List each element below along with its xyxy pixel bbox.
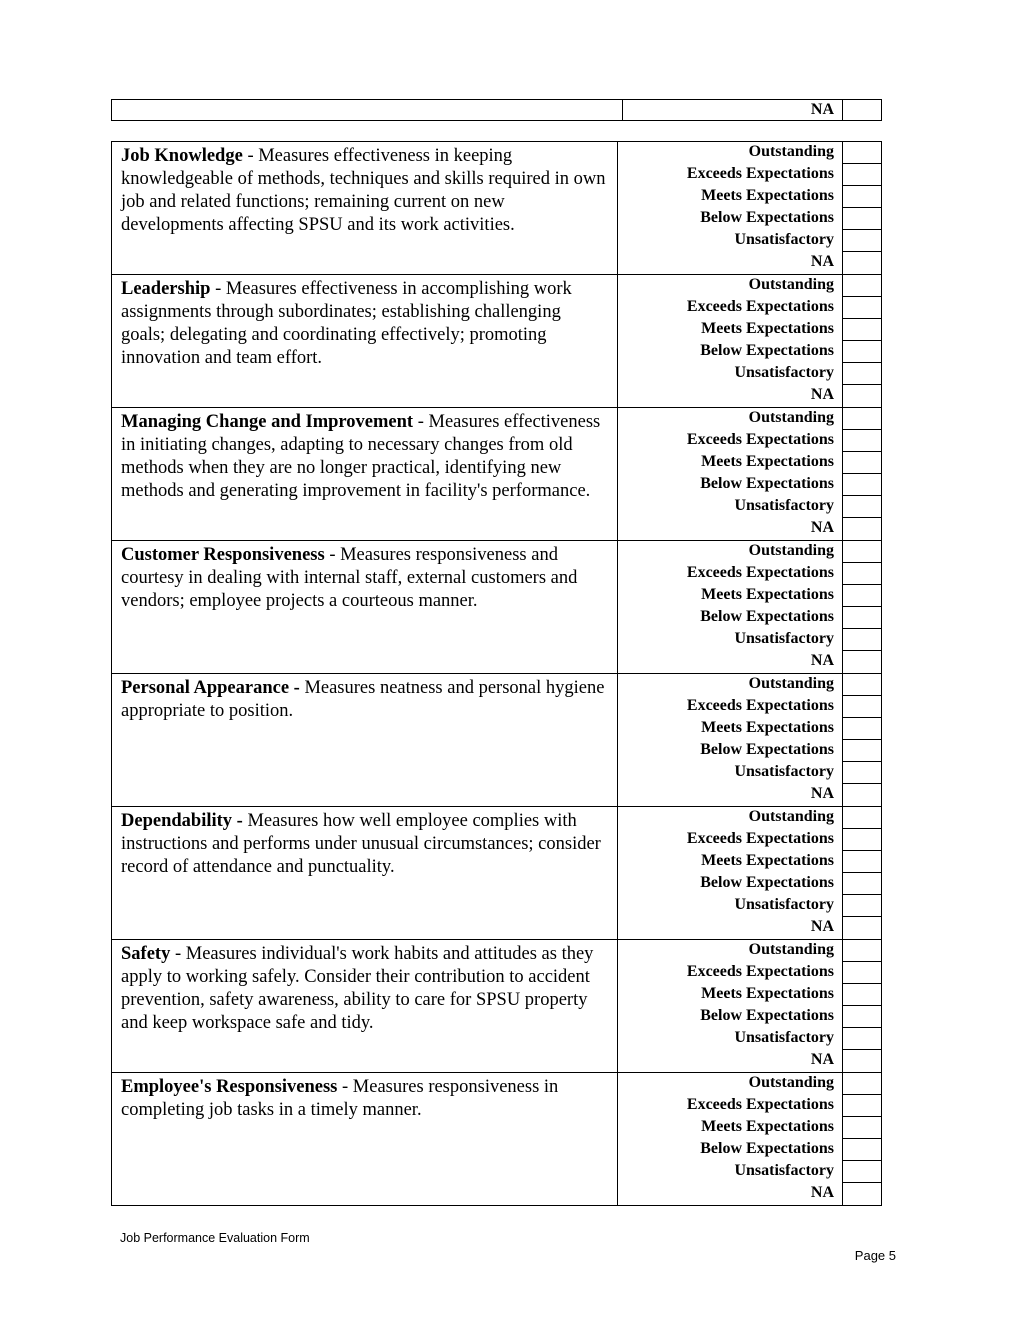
criterion-title: Managing Change and Improvement	[121, 412, 414, 432]
rating-checkbox[interactable]	[842, 1073, 881, 1095]
rating-checkbox[interactable]	[842, 1183, 881, 1205]
rating-option	[618, 252, 881, 274]
rating-label: NA	[810, 1051, 834, 1068]
rating-option	[618, 829, 881, 851]
rating-checkbox[interactable]	[842, 164, 881, 186]
criterion-description	[112, 1073, 618, 1205]
criterion-description	[112, 807, 618, 939]
rating-option	[618, 563, 881, 585]
criterion-text: Measures responsiveness in completing job tasks in a timely manner.	[121, 1077, 559, 1120]
rating-checkbox[interactable]	[842, 408, 881, 430]
criterion-text: Measures neatness and personal hygiene appropriate to position.	[121, 678, 605, 721]
rating-option	[618, 984, 881, 1006]
rating-checkbox[interactable]	[842, 142, 881, 164]
criterion-description	[112, 142, 618, 274]
criterion-row	[112, 407, 881, 540]
rating-checkbox[interactable]	[842, 917, 881, 939]
rating-label: Unsatisfactory	[734, 364, 834, 381]
rating-option	[618, 1073, 881, 1095]
rating-checkbox[interactable]	[842, 585, 881, 607]
rating-label: Outstanding	[748, 675, 834, 692]
rating-option	[618, 607, 881, 629]
criterion-text: Measures effectiveness in keeping knowledgeable of methods, techniques and skills required in own job and related functions; remaining current on new developments affecting SPSU and its work activities.	[121, 146, 606, 235]
rating-option	[618, 208, 881, 230]
rating-checkbox[interactable]	[842, 895, 881, 917]
rating-checkbox[interactable]	[842, 762, 881, 784]
rating-option	[618, 297, 881, 319]
rating-option	[618, 452, 881, 474]
criterion-title: Employee's Responsiveness	[121, 1077, 338, 1097]
criterion-description	[112, 275, 618, 407]
rating-option	[618, 784, 881, 806]
rating-checkbox[interactable]	[842, 851, 881, 873]
rating-label: Unsatisfactory	[734, 1162, 834, 1179]
rating-option	[618, 651, 881, 673]
rating-option	[618, 629, 881, 651]
rating-option	[618, 1139, 881, 1161]
criterion-row	[112, 673, 881, 806]
criterion-separator: -	[324, 545, 341, 565]
rating-option	[618, 1006, 881, 1028]
rating-label: Outstanding	[748, 143, 834, 160]
rating-label: Outstanding	[748, 941, 834, 958]
rating-label: NA	[810, 652, 834, 669]
rating-label: Meets Expectations	[701, 187, 834, 204]
rating-label: Exceeds Expectations	[686, 431, 834, 448]
rating-option	[618, 940, 881, 962]
criterion-row	[112, 939, 881, 1072]
rating-label: NA	[810, 918, 834, 935]
criterion-separator: -	[337, 1077, 353, 1097]
rating-option	[618, 496, 881, 518]
rating-label: Below Expectations	[700, 209, 834, 226]
rating-option	[618, 319, 881, 341]
rating-checkbox[interactable]	[842, 1006, 881, 1028]
rating-checkbox[interactable]	[842, 984, 881, 1006]
criterion-title: Leadership	[121, 279, 211, 299]
rating-label: Meets Expectations	[701, 320, 834, 337]
rating-option	[618, 740, 881, 762]
rating-label: Outstanding	[748, 808, 834, 825]
criterion-separator: -	[170, 944, 186, 964]
rating-checkbox[interactable]	[842, 341, 881, 363]
rating-checkbox[interactable]	[842, 696, 881, 718]
rating-label: Exceeds Expectations	[686, 564, 834, 581]
rating-checkbox[interactable]	[842, 740, 881, 762]
rating-option	[618, 1183, 881, 1205]
footer-page-number: Page 5	[854, 1248, 896, 1263]
rating-checkbox[interactable]	[842, 1028, 881, 1050]
criterion-separator: -	[210, 279, 226, 299]
rating-option	[618, 230, 881, 252]
rating-option	[618, 341, 881, 363]
rating-label: Exceeds Expectations	[686, 830, 834, 847]
rating-checkbox[interactable]	[842, 829, 881, 851]
rating-label: Exceeds Expectations	[686, 697, 834, 714]
rating-checkbox[interactable]	[842, 541, 881, 563]
rating-label: Meets Expectations	[701, 985, 834, 1002]
footer-form-title: Job Performance Evaluation Form	[120, 1231, 310, 1245]
rating-label: Below Expectations	[700, 1007, 834, 1024]
criterion-row	[112, 540, 881, 673]
rating-option	[618, 762, 881, 784]
rating-option	[618, 164, 881, 186]
criterion-separator: -	[413, 412, 429, 432]
criterion-text: Measures effectiveness in accomplishing work assignments through subordinates; establishing challenging goals; delegating and coordinating effectively; promoting innovation and team effort.	[121, 279, 572, 368]
rating-label: Below Expectations	[700, 1140, 834, 1157]
rating-option	[618, 541, 881, 563]
rating-checkbox[interactable]	[842, 1117, 881, 1139]
criterion-row	[112, 1072, 881, 1205]
rating-label: Meets Expectations	[701, 719, 834, 736]
rating-label: Outstanding	[748, 276, 834, 293]
rating-option	[618, 518, 881, 540]
top-blank-cell	[112, 100, 623, 120]
rating-checkbox[interactable]	[842, 230, 881, 252]
rating-checkbox[interactable]	[842, 629, 881, 651]
evaluation-table	[111, 141, 882, 1206]
rating-label: Below Expectations	[700, 475, 834, 492]
rating-checkbox[interactable]	[842, 1095, 881, 1117]
criterion-description	[112, 674, 618, 806]
rating-option	[618, 873, 881, 895]
rating-label: Outstanding	[748, 542, 834, 559]
rating-label: NA	[810, 785, 834, 802]
rating-label: Unsatisfactory	[734, 1029, 834, 1046]
rating-options	[618, 1073, 881, 1205]
rating-label: Unsatisfactory	[734, 630, 834, 647]
rating-option	[618, 474, 881, 496]
criterion-title: Safety	[121, 944, 171, 964]
rating-checkbox[interactable]	[842, 563, 881, 585]
rating-option	[618, 363, 881, 385]
rating-checkbox[interactable]	[842, 807, 881, 829]
rating-label: NA	[810, 386, 834, 403]
rating-checkbox[interactable]	[842, 718, 881, 740]
rating-checkbox[interactable]	[842, 651, 881, 673]
criterion-description	[112, 541, 618, 673]
rating-label: Below Expectations	[700, 342, 834, 359]
rating-checkbox[interactable]	[842, 452, 881, 474]
criterion-text: Measures individual's work habits and attitudes as they apply to working safely. Consider their contribution to accident prevention, safety awareness, ability to care for SPSU property and keep workspace safe and tidy.	[121, 944, 594, 1033]
rating-checkbox[interactable]	[842, 962, 881, 984]
rating-option	[618, 275, 881, 297]
rating-option	[618, 807, 881, 829]
criterion-row	[112, 142, 881, 274]
rating-options	[618, 408, 881, 540]
rating-label: Exceeds Expectations	[686, 165, 834, 182]
rating-option	[618, 718, 881, 740]
rating-options	[618, 541, 881, 673]
rating-checkbox[interactable]	[842, 873, 881, 895]
rating-options	[618, 142, 881, 274]
rating-label: Below Expectations	[700, 608, 834, 625]
rating-label: NA	[810, 1184, 834, 1201]
rating-checkbox[interactable]	[842, 1139, 881, 1161]
rating-option	[618, 1050, 881, 1072]
rating-checkbox[interactable]	[842, 518, 881, 540]
rating-label: Below Expectations	[700, 874, 834, 891]
criterion-text: Measures responsiveness and courtesy in dealing with internal staff, external customers and vendors; employee projects a courteous manner.	[121, 545, 578, 611]
rating-option	[618, 917, 881, 939]
rating-label: Below Expectations	[700, 741, 834, 758]
rating-option	[618, 1095, 881, 1117]
criterion-row	[112, 274, 881, 407]
rating-checkbox[interactable]	[842, 430, 881, 452]
rating-checkbox[interactable]	[842, 1161, 881, 1183]
rating-checkbox[interactable]	[842, 275, 881, 297]
rating-checkbox[interactable]	[842, 474, 881, 496]
rating-option	[618, 585, 881, 607]
rating-option	[618, 1028, 881, 1050]
rating-options	[618, 275, 881, 407]
rating-options	[618, 807, 881, 939]
rating-label: Exceeds Expectations	[686, 963, 834, 980]
rating-option	[618, 696, 881, 718]
rating-label: Unsatisfactory	[734, 497, 834, 514]
top-na-label: NA	[623, 100, 843, 120]
rating-checkbox[interactable]	[842, 940, 881, 962]
criterion-title: Job Knowledge	[121, 146, 243, 166]
criterion-row	[112, 806, 881, 939]
rating-checkbox[interactable]	[842, 607, 881, 629]
rating-option	[618, 385, 881, 407]
rating-label: NA	[810, 253, 834, 270]
rating-option	[618, 186, 881, 208]
rating-checkbox[interactable]	[842, 674, 881, 696]
rating-checkbox[interactable]	[842, 319, 881, 341]
top-na-row	[111, 99, 882, 121]
rating-option	[618, 408, 881, 430]
criterion-description	[112, 940, 618, 1072]
rating-checkbox[interactable]	[842, 496, 881, 518]
rating-label: NA	[810, 519, 834, 536]
rating-option	[618, 1161, 881, 1183]
rating-checkbox[interactable]	[842, 297, 881, 319]
rating-checkbox[interactable]	[842, 186, 881, 208]
rating-option	[618, 142, 881, 164]
criterion-description	[112, 408, 618, 540]
rating-option	[618, 430, 881, 452]
criterion-text: Measures how well employee complies with instructions and performs under unusual circumstances; consider record of attendance and punctuality.	[121, 811, 601, 877]
rating-label: Exceeds Expectations	[686, 298, 834, 315]
rating-label: Meets Expectations	[701, 852, 834, 869]
rating-label: Exceeds Expectations	[686, 1096, 834, 1113]
top-na-checkbox[interactable]	[843, 100, 881, 120]
rating-checkbox[interactable]	[842, 208, 881, 230]
rating-label: Unsatisfactory	[734, 763, 834, 780]
rating-options	[618, 940, 881, 1072]
rating-option	[618, 674, 881, 696]
criterion-separator: -	[242, 146, 259, 166]
rating-label: Meets Expectations	[701, 453, 834, 470]
rating-label: Unsatisfactory	[734, 231, 834, 248]
criterion-text: Measures effectiveness in initiating changes, adapting to necessary changes from old methods when they are no longer practical, identifying new methods and generating improvement in facility's performance.	[121, 412, 601, 501]
criterion-title: Personal Appearance -	[121, 678, 300, 698]
rating-checkbox[interactable]	[842, 1050, 881, 1072]
rating-option	[618, 851, 881, 873]
rating-checkbox[interactable]	[842, 784, 881, 806]
rating-label: Outstanding	[748, 1074, 834, 1091]
rating-checkbox[interactable]	[842, 252, 881, 274]
rating-label: Meets Expectations	[701, 1118, 834, 1135]
rating-option	[618, 962, 881, 984]
rating-label: Meets Expectations	[701, 586, 834, 603]
rating-option	[618, 895, 881, 917]
rating-checkbox[interactable]	[842, 385, 881, 407]
rating-options	[618, 674, 881, 806]
criterion-title: Dependability -	[121, 811, 243, 831]
rating-checkbox[interactable]	[842, 363, 881, 385]
rating-label: Outstanding	[748, 409, 834, 426]
criterion-title: Customer Responsiveness	[121, 545, 325, 565]
rating-label: Unsatisfactory	[734, 896, 834, 913]
rating-option	[618, 1117, 881, 1139]
